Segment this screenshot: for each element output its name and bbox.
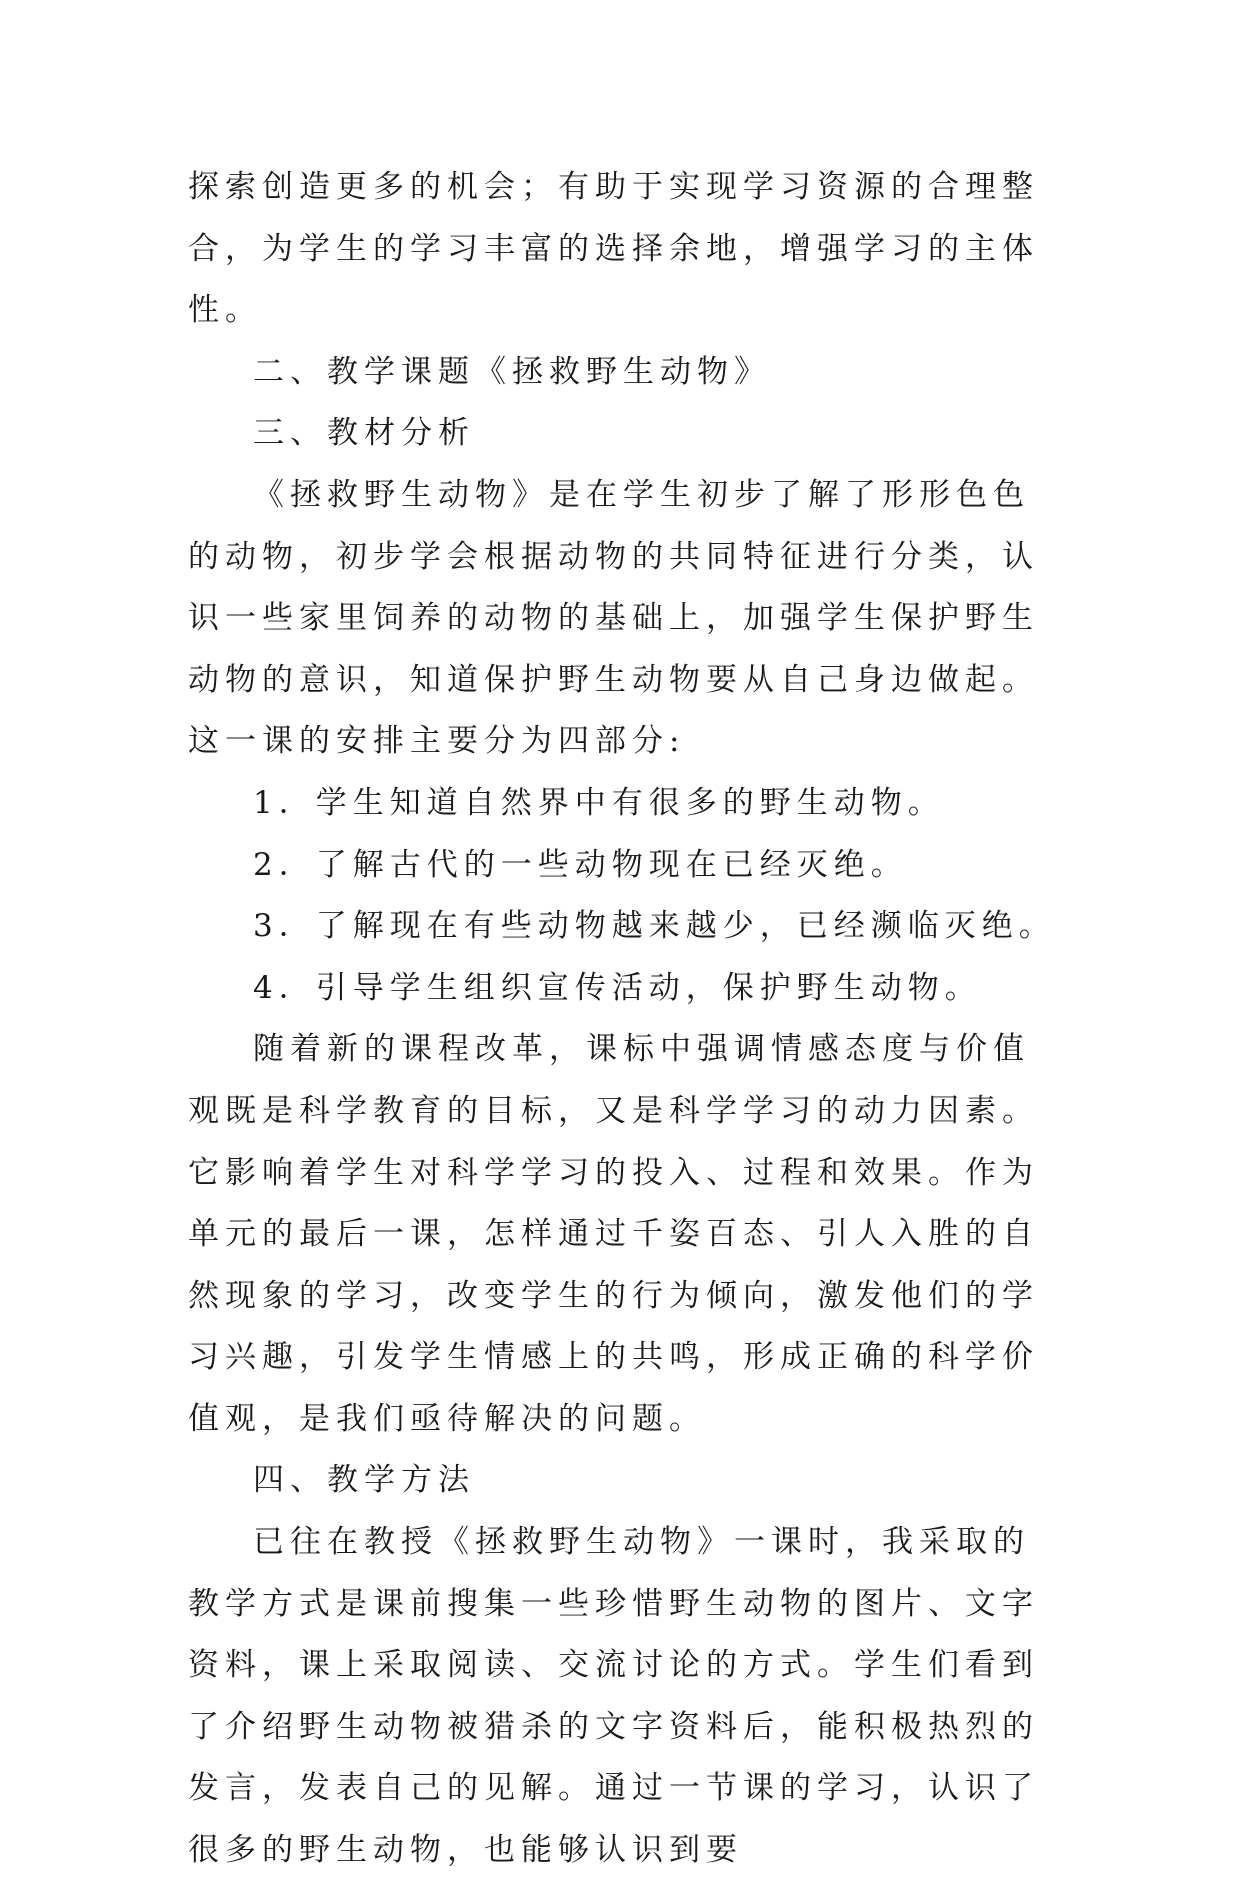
paragraph-continuation: 探索创造更多的机会；有助于实现学习资源的合理整合，为学生的学习丰富的选择余地，增强学习的主体性。 <box>188 169 1039 329</box>
list-item-4: 4．引导学生组织宣传活动，保护野生动物。 <box>253 969 982 1006</box>
list-item-2: 2．了解古代的一些动物现在已经灭绝。 <box>253 846 908 883</box>
paragraph-curriculum-reform: 随着新的课程改革，课标中强调情感态度与价值观既是科学教育的目标，又是科学学习的动力因素。它影响着学生对科学学习的投入、过程和效果。作为单元的最后一课，怎样通过千姿百态、引人入胜的自然现象的学习，改变学生的行为倾向，激发他们的学习兴趣，引发学生情感上的共鸣，形成正确的科学价值观，是我们亟待解决的问题。 <box>188 1031 1039 1437</box>
heading-teaching-topic: 二、教学课题《拯救野生动物》 <box>253 353 771 390</box>
heading-textbook-analysis: 三、教材分析 <box>253 415 475 452</box>
heading-teaching-method: 四、教学方法 <box>253 1462 475 1499</box>
list-item-1: 1．学生知道自然界中有很多的野生动物。 <box>253 784 945 821</box>
list-item-3: 3．了解现在有些动物越来越少，已经濒临灭绝。 <box>253 908 1056 945</box>
paragraph-teaching-method: 已往在教授《拯救野生动物》一课时，我采取的教学方式是课前搜集一些珍惜野生动物的图片、文字资料，课上采取阅读、交流讨论的方式。学生们看到了介绍野生动物被猎杀的文字资料后，能积极热烈的发言，发表自己的见解。通过一节课的学习，认识了很多的野生动物，也能够认识到要 <box>188 1524 1039 1869</box>
document-body <box>188 157 1058 1882</box>
paragraph-textbook-analysis: 《拯救野生动物》是在学生初步了解了形形色色的动物，初步学会根据动物的共同特征进行分类，认识一些家里饲养的动物的基础上，加强学生保护野生动物的意识，知道保护野生动物要从自己身边做起。这一课的安排主要分为四部分: <box>188 476 1039 760</box>
